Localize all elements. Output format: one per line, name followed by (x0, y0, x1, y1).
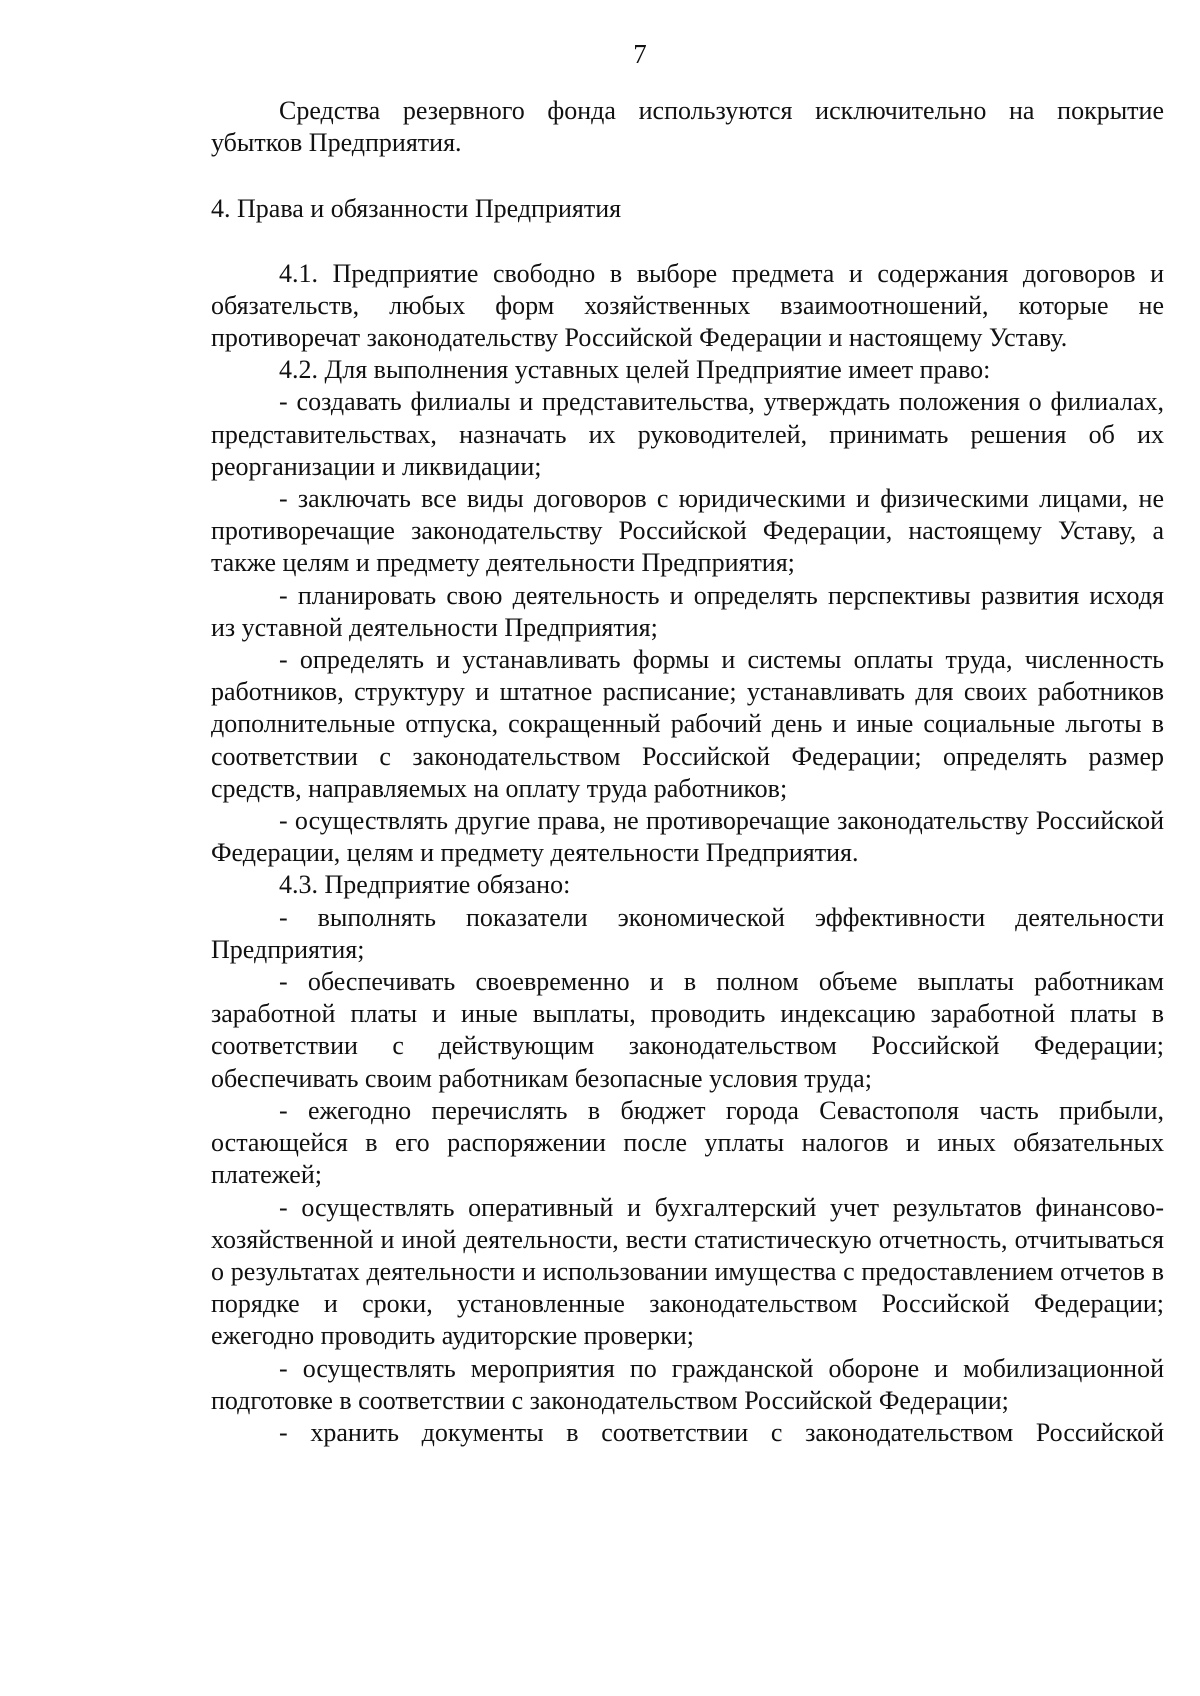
list-item-other-rights: - осуществлять другие права, не противоречащие законодательству Российской Федерации, целям и предмету деятельности Предприятия. (211, 806, 1164, 868)
list-item-accounting: - осуществлять оперативный и бухгалтерский учет результатов финансово-хозяйственной и иной деятельности, вести статистическую отчетность, отчитываться о результатах деятельности и использовании имущества с предоставлением отчетов в порядке и сроки, установленные законодательством Российской Федерации; ежегодно проводить аудиторские проверки; (211, 1192, 1164, 1351)
list-item-civil-defense: - осуществлять мероприятия по гражданской обороне и мобилизационной подготовке в соответствии с законодательством Российской Федерации; (211, 1353, 1164, 1415)
paragraph-4-2: 4.2. Для выполнения уставных целей Предприятие имеет право: (279, 355, 991, 385)
document-body (211, 95, 1164, 1449)
paragraph-4-3: 4.3. Предприятие обязано: (279, 870, 571, 900)
list-item-payment-systems: - определять и устанавливать формы и системы оплаты труда, численность работников, структуру и штатное расписание; устанавливать для своих работников дополнительные отпуска, сокращенный рабочий день и иные социальные льготы в соответствии с законодательством Российской Федерации; определять размер средств, направляемых на оплату труда работников; (211, 645, 1164, 803)
list-item-contracts: - заключать все виды договоров с юридическими и физическими лицами, не противоречащие законодательству Российской Федерации, настоящему Уставу, а также целям и предмету деятельности Предприятия; (211, 484, 1164, 578)
list-item-efficiency: - выполнять показатели экономической эффективности деятельности Предприятия; (211, 902, 1164, 964)
list-item-profit-transfer: - ежегодно перечислять в бюджет города Севастополя часть прибыли, остающейся в его распоряжении после уплаты налогов и иных обязательных платежей; (211, 1095, 1164, 1190)
list-item-branches: - создавать филиалы и представительства, утверждать положения о филиалах, представительствах, назначать их руководителей, принимать решения об их реорганизации и ликвидации; (211, 387, 1164, 481)
list-item-documents: - хранить документы в соответствии с законодательством Российской (279, 1417, 1164, 1447)
page-number: 7 (633, 39, 647, 69)
list-item-planning: - планировать свою деятельность и определять перспективы развития исходя из уставной деятельности Предприятия; (211, 580, 1164, 642)
section-title: 4. Права и обязанности Предприятия (211, 194, 622, 224)
paragraph-reserve-fund: Средства резервного фонда используются исключительно на покрытие убытков Предприятия. (211, 96, 1164, 158)
paragraph-4-1: 4.1. Предприятие свободно в выборе предмета и содержания договоров и обязательств, любых форм хозяйственных взаимоотношений, которые не противоречат законодательству Российской Федерации и настоящему Уставу. (211, 258, 1164, 353)
list-item-salary: - обеспечивать своевременно и в полном объеме выплаты работникам заработной платы и иные выплаты, проводить индексацию заработной платы в соответствии с действующим законодательством Российской Федерации; обеспечивать своим работникам безопасные условия труда; (211, 967, 1164, 1093)
